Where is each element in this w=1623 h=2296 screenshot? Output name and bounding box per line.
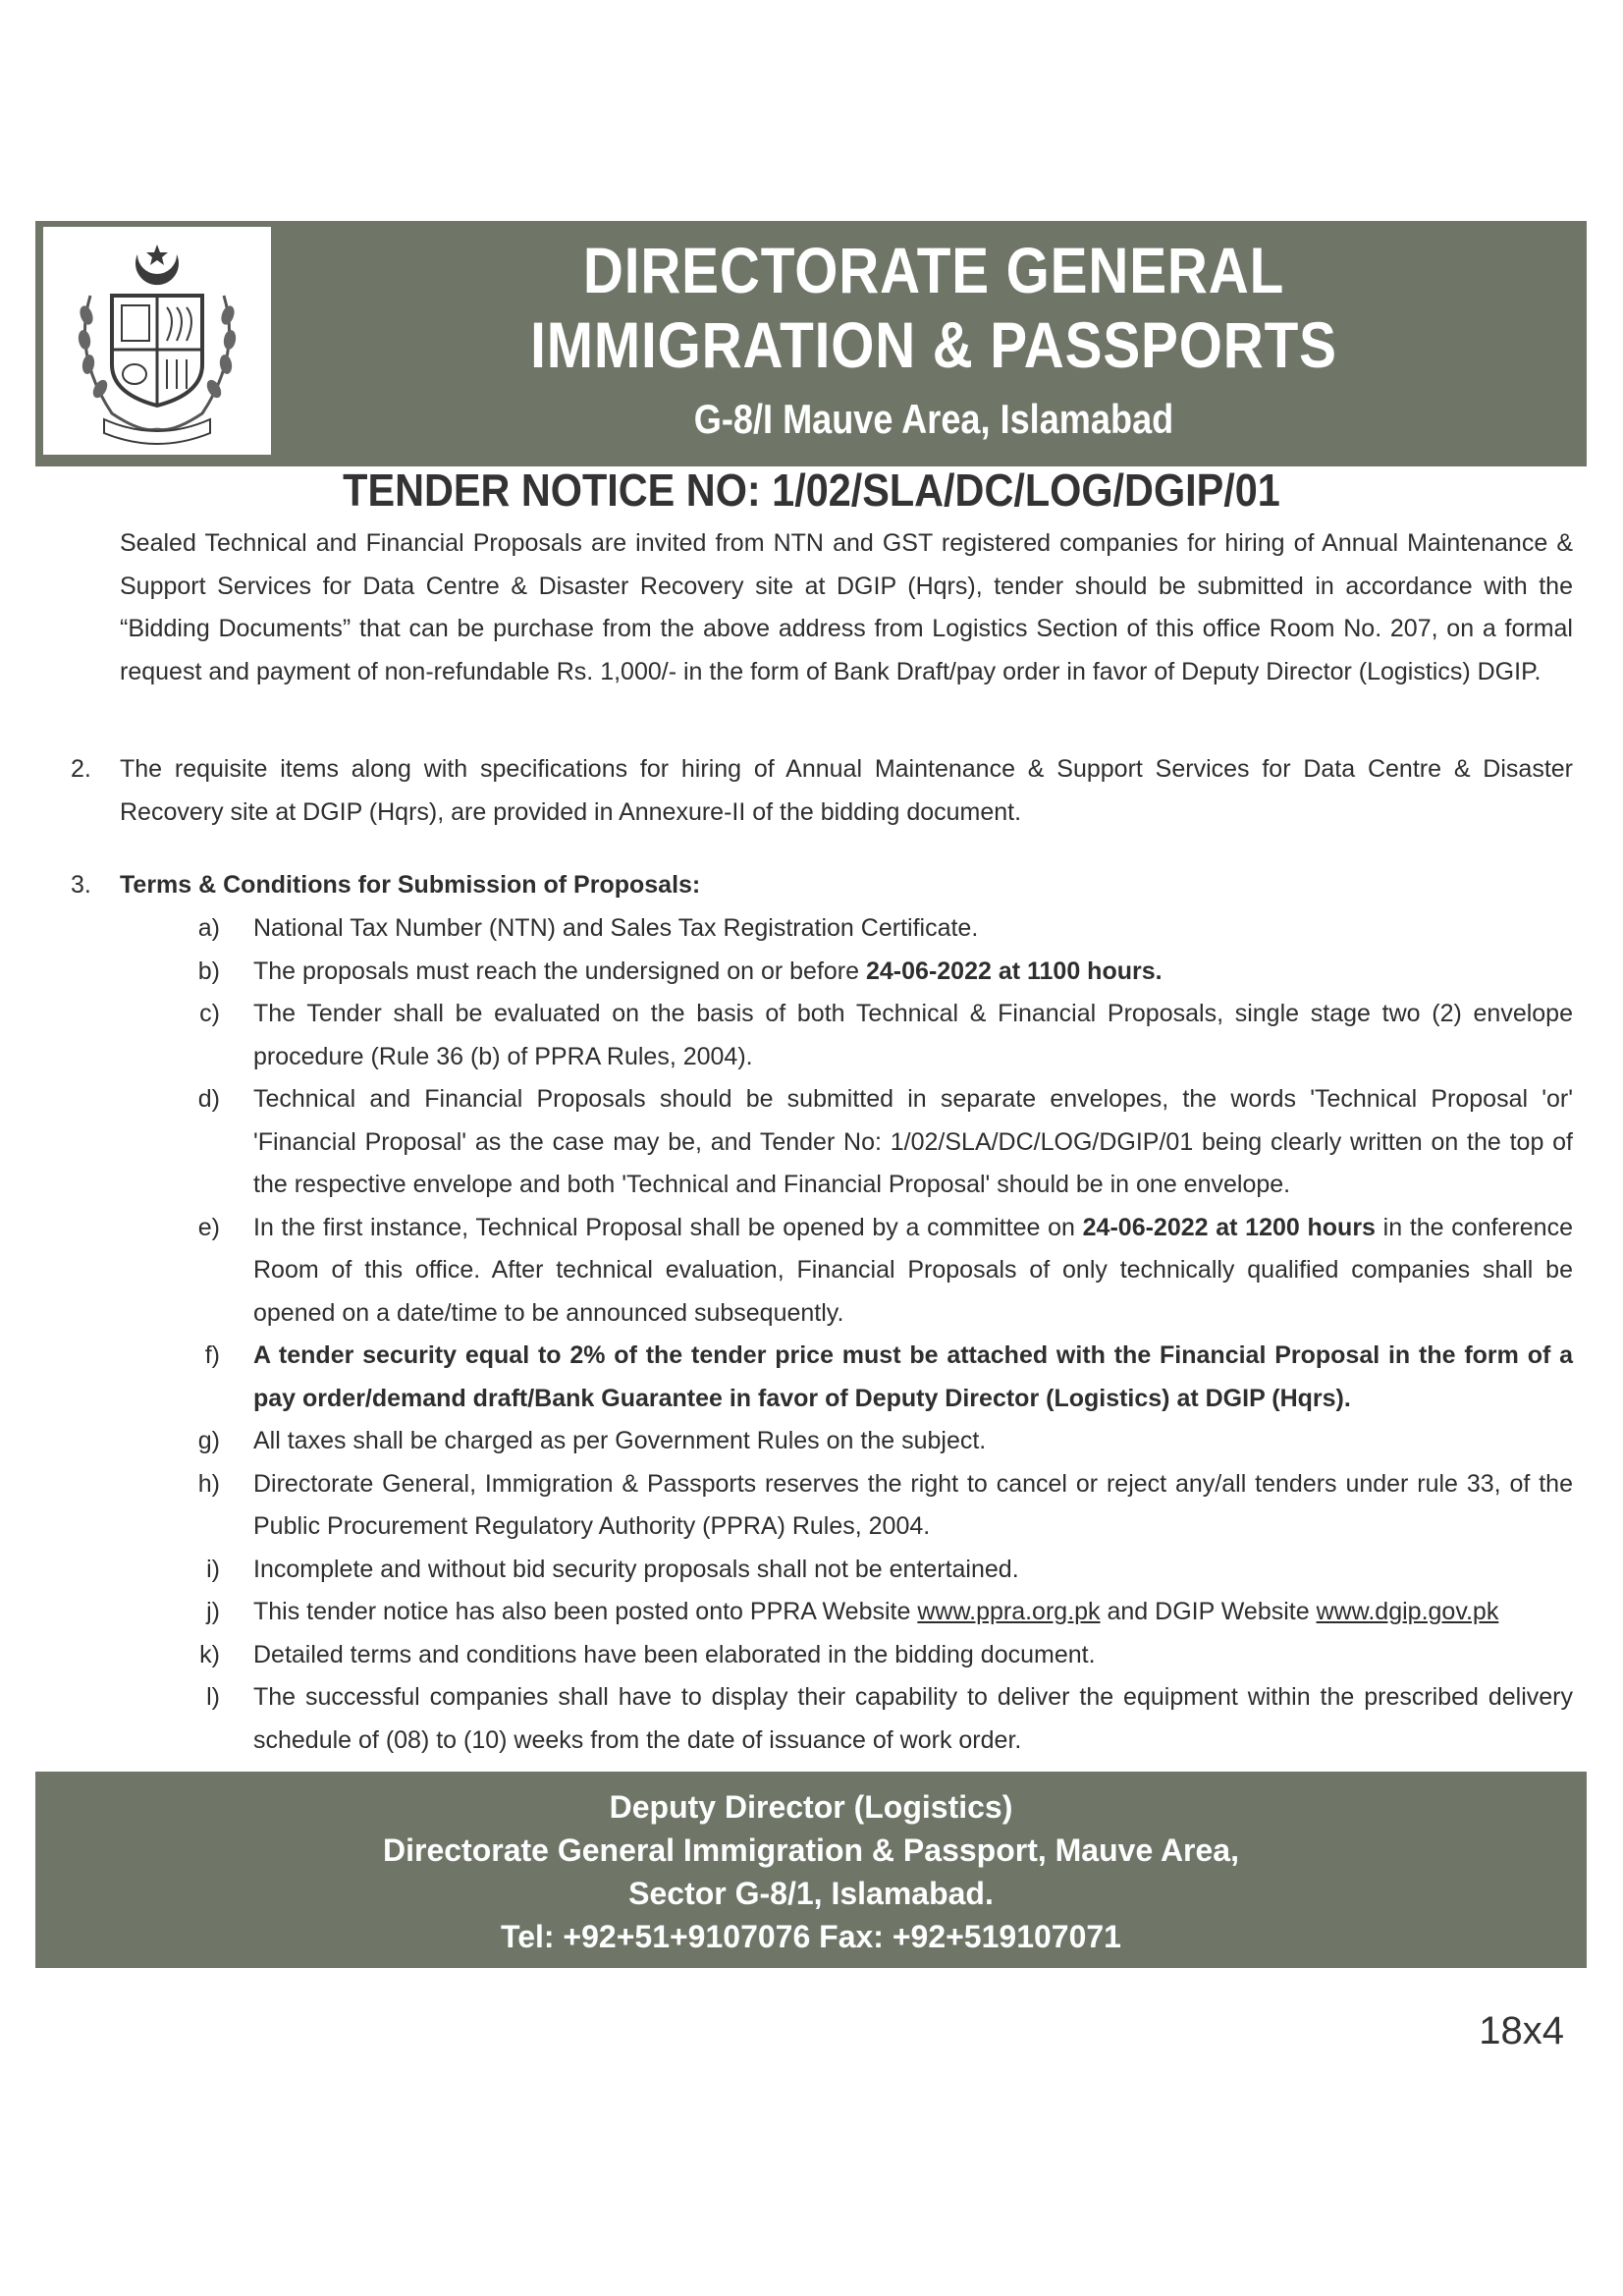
term-item-j [187, 1591, 1573, 1634]
term-item-c [187, 993, 1573, 1078]
header-address: G-8/I Mauve Area, Islamabad [693, 396, 1174, 442]
tender-notice-title: TENDER NOTICE NO: 1/02/SLA/DC/LOG/DGIP/01 [343, 465, 1280, 516]
term-label: i) [206, 1555, 220, 1583]
term-label: a) [197, 914, 220, 942]
deadline-date: 24-06-2022 at 1100 hours. [866, 957, 1163, 985]
header-band [35, 221, 1587, 466]
term-item-d [187, 1078, 1573, 1207]
term-text: National Tax Number (NTN) and Sales Tax Registration Certificate. [253, 914, 979, 942]
term-text: Technical and Financial Proposals should be submitted in separate envelopes, the words 'Technical Proposal 'or' 'Financial Proposal' as the case may be, and Tender No: 1/02/SLA/DC/LOG/DGIP/01 being clearly written on the top of the respective envelope and both 'Technical and Financial Proposal' should be in one envelope. [253, 1085, 1573, 1198]
term-label: k) [199, 1640, 220, 1668]
emblem-icon [43, 227, 271, 455]
term-label: l) [206, 1683, 220, 1711]
term-text: Detailed terms and conditions have been elaborated in the bidding document. [253, 1640, 1096, 1668]
term-text: A tender security equal to 2% of the tender price must be attached with the Financial Proposal in the form of a pay order/demand draft/Bank Guarantee in favor of Deputy Director (Logistics) at DGIP (Hqrs). [253, 1341, 1573, 1412]
term-item-f [187, 1335, 1573, 1420]
term-label: e) [197, 1213, 220, 1241]
term-text-cont: in the conference Room of this office. After technical evaluation, Financial Proposals of only technically qualified companies shall be opened on a date/time to be announced subsequently. [253, 1213, 1573, 1327]
term-text: This tender notice has also been posted onto PPRA Website [253, 1598, 918, 1625]
para2-text: The requisite items along with specifications for hiring of Annual Maintenance & Support Services for Data Centre & Disaster Recovery site at DGIP (Hqrs), are provided in Annexure-II of the bidding document. [120, 755, 1573, 826]
term-item-l [187, 1676, 1573, 1762]
term-text: In the first instance, Technical Proposal shall be opened by a committee on [253, 1213, 1083, 1241]
footer-designation: Deputy Director (Logistics) [609, 1789, 1013, 1825]
para3-number: 3. [71, 871, 91, 899]
term-text-cont: and DGIP Website [1100, 1598, 1317, 1625]
term-item-i [187, 1549, 1573, 1592]
term-label: f) [204, 1341, 220, 1369]
term-text: Directorate General, Immigration & Passports reserves the right to cancel or reject any/all tenders under rule 33, of the Public Procurement Regulatory Authority (PPRA) Rules, 2004. [253, 1469, 1573, 1540]
footer-org: Directorate General Immigration & Passport, Mauve Area, [383, 1832, 1239, 1868]
term-text: Incomplete and without bid security proposals shall not be entertained. [253, 1555, 1019, 1583]
term-text: All taxes shall be charged as per Government Rules on the subject. [253, 1427, 987, 1454]
ppra-website-link[interactable]: www.ppra.org.pk [917, 1598, 1101, 1625]
dgip-website-link[interactable]: www.dgip.gov.pk [1316, 1598, 1499, 1625]
footer-band [35, 1772, 1587, 1968]
term-text: The proposals must reach the undersigned on or before [253, 957, 866, 985]
intro-paragraph: Sealed Technical and Financial Proposals are invited from NTN and GST registered companies for hiring of Annual Maintenance & Support Services for Data Centre & Disaster Recovery site at DGIP (Hqrs), tender should be submitted in accordance with the “Bidding Documents” that can be purchase from the above address from Logistics Section of this office Room No. 207, on a formal request and payment of non-refundable Rs. 1,000/- in the form of Bank Draft/pay order in favor of Deputy Director (Logistics) DGIP. [120, 529, 1573, 685]
header-title-line2: IMMIGRATION & PASSPORTS [530, 308, 1337, 381]
state-emblem [43, 227, 271, 455]
term-label: j) [206, 1598, 220, 1625]
para2-number: 2. [71, 755, 91, 783]
footer-contact: Tel: +92+51+9107076 Fax: +92+519107071 [501, 1919, 1121, 1954]
term-text: The Tender shall be evaluated on the basis of both Technical & Financial Proposals, single stage two (2) envelope procedure (Rule 36 (b) of PPRA Rules, 2004). [253, 1000, 1573, 1070]
term-label: d) [197, 1085, 220, 1113]
term-item-a [187, 907, 1573, 951]
terms-list [187, 907, 1573, 1762]
footer-sector: Sector G-8/1, Islamabad. [628, 1876, 994, 1911]
term-label: h) [197, 1469, 220, 1498]
term-label: c) [199, 1000, 220, 1027]
term-label: b) [197, 957, 220, 985]
term-item-b [187, 951, 1573, 994]
term-item-h [187, 1463, 1573, 1549]
opening-date: 24-06-2022 at 1200 hours [1082, 1213, 1376, 1241]
term-label: g) [197, 1427, 220, 1454]
corner-code: 18x4 [1479, 2009, 1564, 2052]
header-title-line1: DIRECTORATE GENERAL [582, 234, 1285, 306]
term-item-g [187, 1420, 1573, 1463]
terms-heading: Terms & Conditions for Submission of Proposals: [120, 871, 701, 899]
term-item-k [187, 1634, 1573, 1677]
term-text: The successful companies shall have to display their capability to deliver the equipment within the prescribed delivery schedule of (08) to (10) weeks from the date of issuance of work order. [253, 1683, 1573, 1754]
term-item-e [187, 1207, 1573, 1336]
